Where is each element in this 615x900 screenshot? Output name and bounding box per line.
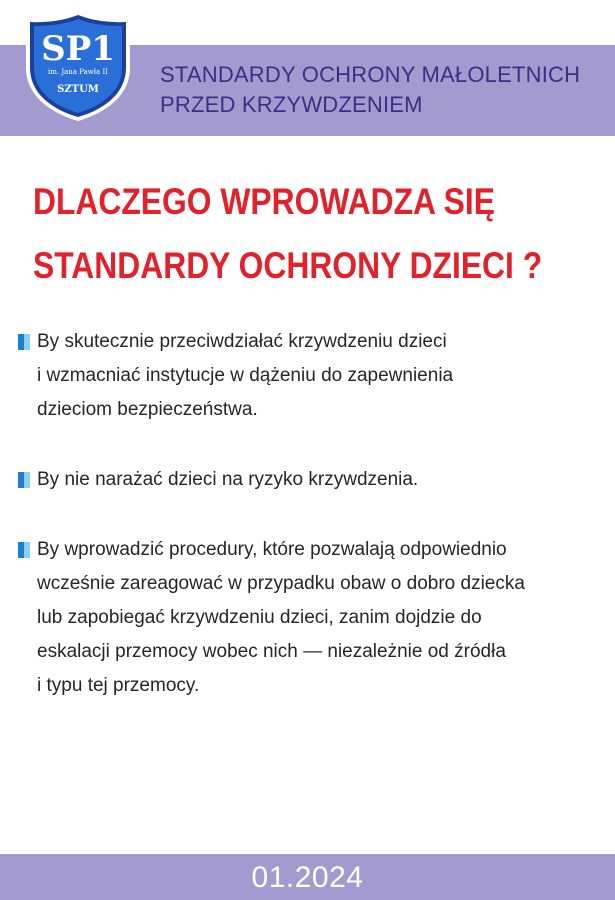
list-item [18,463,608,497]
reasons-list [18,325,608,739]
list-item [18,533,608,703]
shield-icon [24,10,132,122]
logo-city-text: SZTUM [57,84,99,95]
bullet-square-icon [18,334,30,350]
headline-line-2: STANDARDY OCHRONY DZIECI ? [33,245,543,286]
page-title [160,60,610,120]
headline-line-1: DLACZEGO WPROWADZA SIĘ [33,181,495,222]
logo-main-text: SP1 [41,29,115,69]
page-title-line-1: STANDARDY OCHRONY MAŁOLETNICH [160,62,581,87]
bullet-square-icon [18,542,30,558]
headline [33,170,543,298]
logo-patron-text: im. Jana Pawła II [48,68,108,76]
list-item-text: By nie narażać dzieci na ryzyko krzywdzenia. [37,469,419,490]
list-item-text: By wprowadzić procedury, które pozwalają odpowiednio wcześnie zareagować w przypadku obaw o dobro dziecka lub zapobiegać krzywdzeniu dzieci, zanim dojdzie do eskalacji przemocy wobec nich — niezależnie od źródła i typu tej przemocy. [37,539,525,696]
bullet-square-icon [18,472,30,488]
list-item-text: By skutecznie przeciwdziałać krzywdzeniu dzieci i wzmacniać instytucje w dążeniu do zapewnienia dzieciom bezpieczeństwa. [37,331,454,420]
page-title-line-2: PRZED KRZYWDZENIEM [160,92,423,117]
school-logo [24,10,132,122]
list-item [18,325,608,427]
footer-date: 01.2024 [251,861,364,894]
